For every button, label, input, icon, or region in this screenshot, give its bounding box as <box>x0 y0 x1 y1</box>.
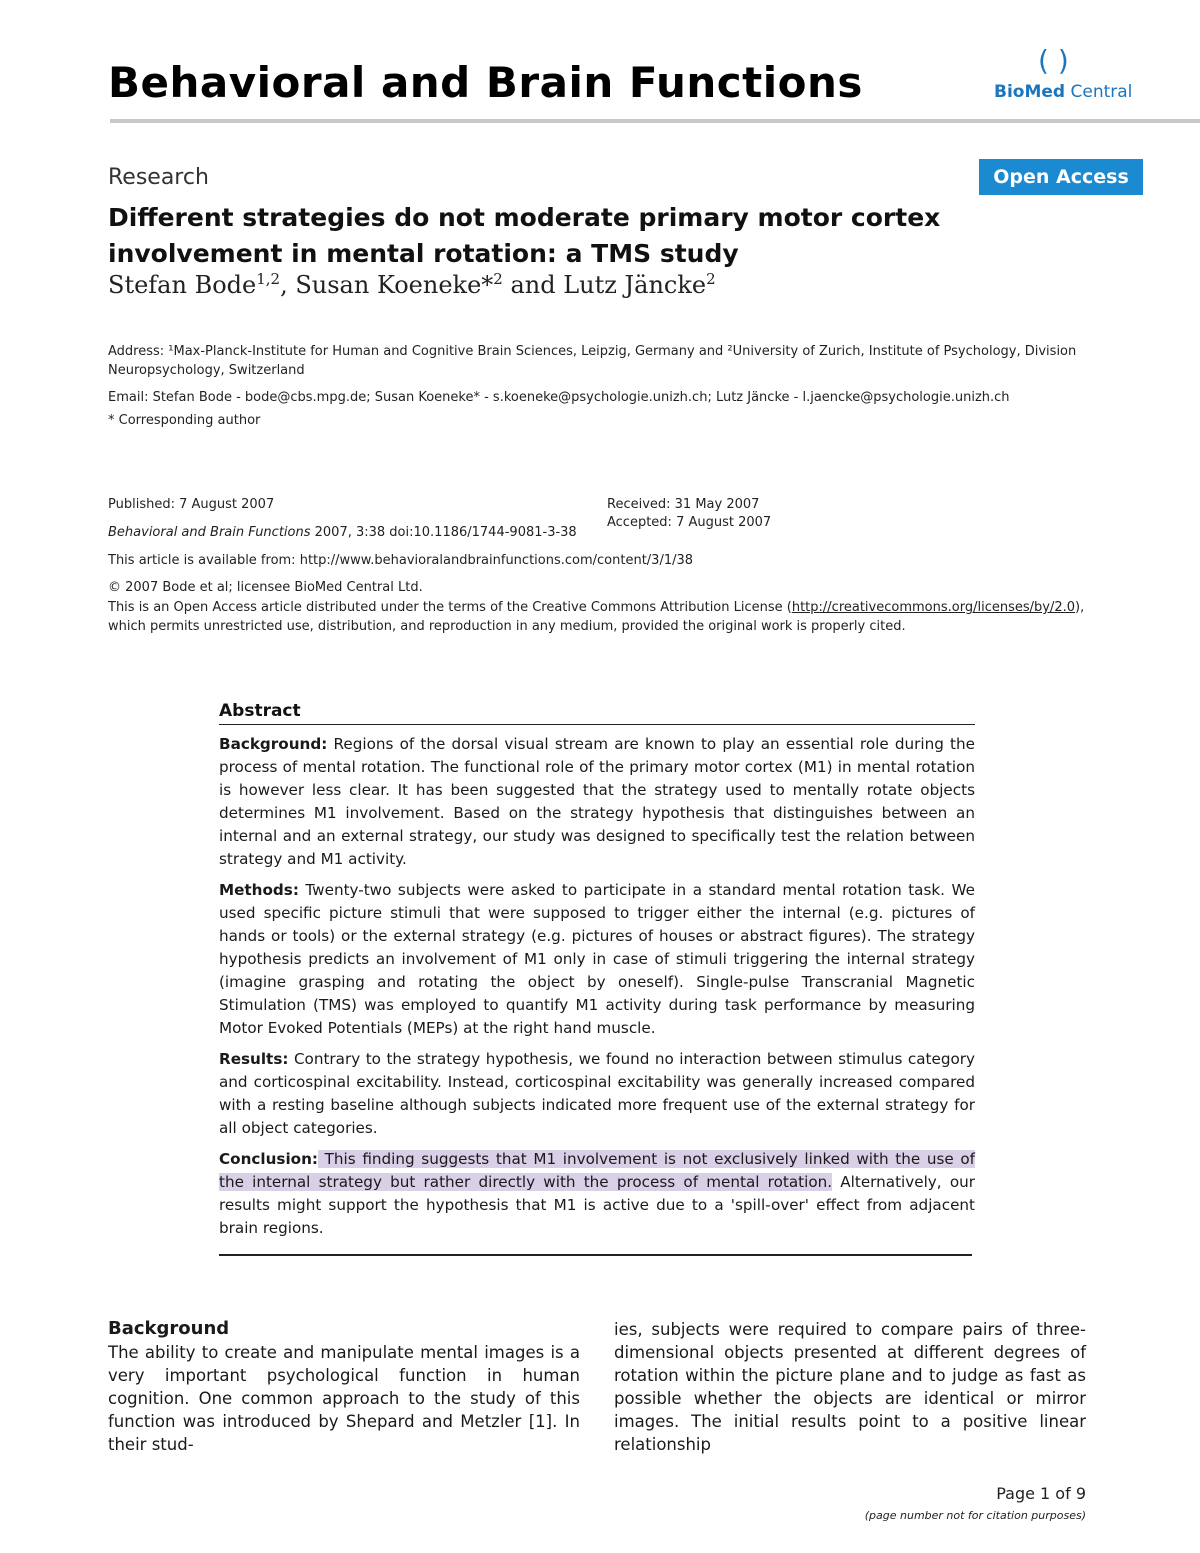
corresponding-author-note: * Corresponding author <box>108 413 261 428</box>
body-text-right: ies, subjects were required to compare pairs of three-dimensional objects presented at different degrees of rotation within the picture plane and to judge as fast as possible whether the objects are identical or mirror images. The initial results point to a positive linear relationship <box>614 1320 1086 1454</box>
author-name: Stefan Bode <box>108 271 257 299</box>
author-affiliation: 2 <box>706 270 716 288</box>
abstract-heading: Abstract <box>219 701 975 725</box>
logo-central: Central <box>1065 82 1133 102</box>
abstract-results-text: Contrary to the strategy hypothesis, we found no interaction between stimulus category and corticospinal excitability. Instead, corticospinal excitability was generally increased compared with a resting baseline although subjects indicated more frequent use of the external strategy for all object categories. <box>219 1050 975 1137</box>
logo-bio: BioMed <box>994 82 1066 102</box>
open-access-badge: Open Access <box>979 159 1143 195</box>
abstract-background <box>219 733 975 871</box>
abstract-conclusion <box>219 1148 975 1240</box>
license-pre: This is an Open Access article distributed under the terms of the Creative Commons Attribution License ( <box>108 600 792 615</box>
abstract-methods <box>219 879 975 1040</box>
license-link[interactable]: http://creativecommons.org/licenses/by/2.0 <box>791 600 1075 615</box>
abstract-bottom-divider <box>219 1254 972 1256</box>
citation-doi: 2007, 3:38 doi:10.1186/1744-9081-3-38 <box>310 525 577 540</box>
received-date: Received: 31 May 2007 <box>607 497 760 512</box>
citation-line <box>108 523 577 542</box>
abstract-results <box>219 1048 975 1140</box>
author-name: , Susan Koeneke* <box>280 271 494 299</box>
citation-journal: Behavioral and Brain Functions <box>108 525 311 540</box>
copyright-line: © 2007 Bode et al; licensee BioMed Central Ltd. <box>108 580 423 595</box>
license-text <box>108 598 1098 636</box>
abstract-conclusion-highlight[interactable]: This finding suggests that M1 involvement is not exclusively linked with the use of the internal strategy but rather directly with the process of mental rotation. <box>219 1150 975 1191</box>
author-address: Address: ¹Max-Planck-Institute for Human and Cognitive Brain Sciences, Leipzig, Germany and ²University of Zurich, Institute of Psychology, Division Neuropsychology, Switzerland <box>108 344 1077 378</box>
abstract-conclusion-label: Conclusion: <box>219 1150 318 1168</box>
logo-arcs-icon: ( ) <box>1038 44 1069 77</box>
body-text-left: The ability to create and manipulate mental images is a very important psychological function in human cognition. One common approach to the study of this function was introduced by Shepard and Metzler [1]. In their stud- <box>108 1343 580 1454</box>
abstract-conclusion-text: Alternatively, our results might support the hypothesis that M1 is active due to a 'spill-over' effect from adjacent brain regions. <box>219 1173 975 1237</box>
abstract-methods-label: Methods: <box>219 881 299 899</box>
license-post: ), which permits unrestricted use, distribution, and reproduction in any medium, provided the original work is properly cited. <box>108 600 1085 634</box>
body-column-left <box>108 1318 580 1456</box>
article-category: Research <box>108 165 209 190</box>
article-url[interactable]: This article is available from: http://www.behavioralandbrainfunctions.com/content/3/1/38 <box>108 553 694 568</box>
abstract-box <box>219 701 975 1240</box>
page-number-note: (page number not for citation purposes) <box>864 1509 1086 1522</box>
background-heading: Background <box>108 1318 230 1339</box>
article-title: Different strategies do not moderate primary motor cortex involvement in mental rotation: a TMS study <box>108 203 941 268</box>
logo-wordmark <box>994 82 1132 102</box>
author-emails[interactable]: Email: Stefan Bode - bode@cbs.mpg.de; Susan Koeneke* - s.koeneke@psychologie.unizh.ch; Lutz Jäncke - l.jaencke@psychologie.unizh.ch <box>108 390 1010 405</box>
author-affiliation: 1,2 <box>256 270 281 288</box>
abstract-methods-text: Twenty-two subjects were asked to participate in a standard mental rotation task. We used specific picture stimuli that were supposed to trigger either the internal (e.g. pictures of hands or tools) or the external strategy (e.g. pictures of houses or abstract figures). The strategy hypothesis predicts an involvement of M1 only in case of stimuli triggering the internal strategy (imagine grasping and rotating the object by oneself). Single-pulse Transcranial Magnetic Stimulation (TMS) was employed to quantify M1 activity during task performance by measuring Motor Evoked Potentials (MEPs) at the right hand muscle. <box>219 881 975 1037</box>
journal-title: Behavioral and Brain Functions <box>108 58 863 107</box>
author-affiliation: 2 <box>493 270 503 288</box>
header-divider <box>110 119 1200 123</box>
body-column-right <box>614 1318 1086 1456</box>
biomed-central-logo[interactable] <box>994 44 1134 106</box>
accepted-date: Accepted: 7 August 2007 <box>607 515 772 530</box>
published-date: Published: 7 August 2007 <box>108 497 275 512</box>
abstract-results-label: Results: <box>219 1050 289 1068</box>
abstract-background-label: Background: <box>219 735 328 753</box>
abstract-background-text: Regions of the dorsal visual stream are known to play an essential role during the process of mental rotation. The functional role of the primary motor cortex (M1) in mental rotation is however less clear. It has been suggested that the strategy used to mentally rotate objects determines M1 involvement. Based on the strategy hypothesis that distinguishes between an internal and an external strategy, our study was designed to specifically test the relation between strategy and M1 activity. <box>219 735 975 868</box>
author-list <box>108 270 716 299</box>
author-name: and Lutz Jäncke <box>502 271 707 299</box>
page-number: Page 1 of 9 <box>996 1484 1086 1503</box>
